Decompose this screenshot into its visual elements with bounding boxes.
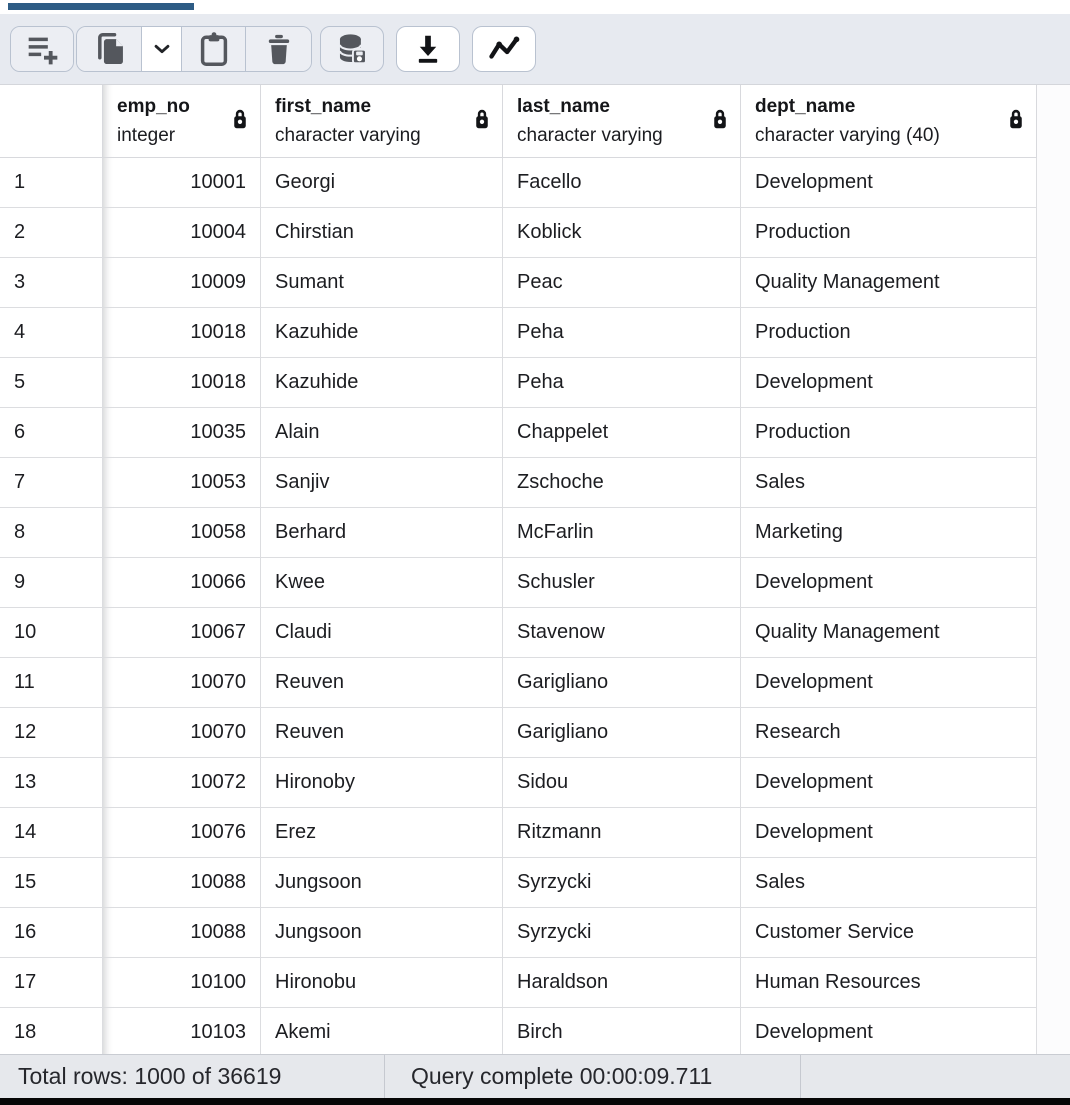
emp-no-cell[interactable]: 10072 — [103, 758, 261, 808]
table-row — [0, 808, 1070, 858]
row-filler — [1037, 708, 1070, 758]
emp-no-cell[interactable]: 10103 — [103, 1008, 261, 1054]
first-name-cell[interactable]: Kazuhide — [261, 308, 503, 358]
row-filler — [1037, 958, 1070, 1008]
dept-name-cell[interactable]: Development — [741, 358, 1037, 408]
dept-name-cell[interactable]: Development — [741, 758, 1037, 808]
row-filler — [1037, 408, 1070, 458]
last-name-cell[interactable]: McFarlin — [503, 508, 741, 558]
first-name-cell[interactable]: Chirstian — [261, 208, 503, 258]
copy-icon — [90, 30, 128, 68]
last-name-cell[interactable]: Sidou — [503, 758, 741, 808]
emp-no-cell[interactable]: 10004 — [103, 208, 261, 258]
first-name-cell[interactable]: Sumant — [261, 258, 503, 308]
row-number-cell[interactable]: 13 — [0, 758, 103, 808]
dept-name-cell[interactable]: Production — [741, 308, 1037, 358]
column-name: last_name — [517, 96, 610, 117]
dept-name-cell[interactable]: Marketing — [741, 508, 1037, 558]
first-name-cell[interactable]: Kazuhide — [261, 358, 503, 408]
first-name-cell[interactable]: Hironoby — [261, 758, 503, 808]
table-row — [0, 558, 1070, 608]
dept-name-cell[interactable]: Sales — [741, 458, 1037, 508]
row-filler — [1037, 308, 1070, 358]
data-output-grid — [0, 84, 1070, 1054]
emp-no-cell[interactable]: 10088 — [103, 908, 261, 958]
first-name-cell[interactable]: Jungsoon — [261, 908, 503, 958]
table-row — [0, 358, 1070, 408]
dept-name-cell[interactable]: Production — [741, 408, 1037, 458]
row-number-cell[interactable]: 15 — [0, 858, 103, 908]
status-bar-spacer — [801, 1055, 1070, 1098]
table-row — [0, 508, 1070, 558]
first-name-cell[interactable]: Sanjiv — [261, 458, 503, 508]
row-filler — [1037, 558, 1070, 608]
grid-body — [0, 158, 1070, 1054]
column-header-emp_no[interactable] — [103, 85, 261, 158]
first-name-cell[interactable]: Akemi — [261, 1008, 503, 1054]
save-results-to-file-button[interactable] — [396, 26, 460, 72]
emp-no-cell[interactable]: 10009 — [103, 258, 261, 308]
table-row — [0, 308, 1070, 358]
dept-name-cell[interactable]: Sales — [741, 858, 1037, 908]
paste-icon — [195, 30, 233, 68]
last-name-cell[interactable]: Garigliano — [503, 708, 741, 758]
column-name: emp_no — [117, 96, 190, 117]
row-filler — [1037, 858, 1070, 908]
table-row — [0, 958, 1070, 1008]
emp-no-cell[interactable]: 10001 — [103, 158, 261, 208]
row-filler — [1037, 358, 1070, 408]
copy-button[interactable] — [77, 27, 141, 71]
row-number-cell[interactable]: 10 — [0, 608, 103, 658]
row-filler — [1037, 758, 1070, 808]
row-filler — [1037, 508, 1070, 558]
add-row-group — [10, 26, 74, 72]
emp-no-cell[interactable]: 10035 — [103, 408, 261, 458]
last-name-cell[interactable]: Peha — [503, 358, 741, 408]
last-name-cell[interactable]: Chappelet — [503, 408, 741, 458]
dept-name-cell[interactable]: Development — [741, 808, 1037, 858]
active-tab-indicator — [8, 3, 194, 10]
copy-options-dropdown-button[interactable] — [141, 27, 181, 71]
last-name-cell[interactable]: Koblick — [503, 208, 741, 258]
row-filler — [1037, 1008, 1070, 1054]
first-name-cell[interactable]: Jungsoon — [261, 858, 503, 908]
grid-corner-cell[interactable] — [0, 85, 103, 158]
row-number-cell[interactable]: 8 — [0, 508, 103, 558]
lock-icon — [712, 109, 728, 134]
column-name: first_name — [275, 96, 372, 117]
query-complete-status: Query complete 00:00:09.711 — [385, 1055, 801, 1098]
row-filler — [1037, 658, 1070, 708]
table-row — [0, 908, 1070, 958]
emp-no-cell[interactable]: 10066 — [103, 558, 261, 608]
row-number-cell[interactable]: 14 — [0, 808, 103, 858]
row-number-cell[interactable]: 11 — [0, 658, 103, 708]
dept-name-cell[interactable]: Customer Service — [741, 908, 1037, 958]
emp-no-cell[interactable]: 10067 — [103, 608, 261, 658]
last-name-cell[interactable]: Haraldson — [503, 958, 741, 1008]
trash-icon — [261, 31, 297, 67]
first-name-cell[interactable]: Berhard — [261, 508, 503, 558]
table-row — [0, 208, 1070, 258]
row-number-cell[interactable]: 18 — [0, 1008, 103, 1054]
dept-name-cell[interactable]: Quality Management — [741, 608, 1037, 658]
clipboard-group — [76, 26, 312, 72]
last-name-cell[interactable]: Garigliano — [503, 658, 741, 708]
row-number-cell[interactable]: 9 — [0, 558, 103, 608]
row-filler — [1037, 808, 1070, 858]
emp-no-cell[interactable]: 10070 — [103, 658, 261, 708]
table-row — [0, 1008, 1070, 1054]
dept-name-cell[interactable]: Quality Management — [741, 258, 1037, 308]
row-number-cell[interactable]: 17 — [0, 958, 103, 1008]
last-name-cell[interactable]: Stavenow — [503, 608, 741, 658]
dept-name-cell[interactable]: Development — [741, 658, 1037, 708]
lock-icon — [1008, 109, 1024, 134]
row-number-cell[interactable]: 12 — [0, 708, 103, 758]
add-row-icon — [22, 29, 62, 69]
lock-icon — [232, 109, 248, 134]
last-name-cell[interactable]: Birch — [503, 1008, 741, 1054]
first-name-cell[interactable]: Alain — [261, 408, 503, 458]
column-type: character varying — [517, 125, 663, 146]
first-name-cell[interactable]: Erez — [261, 808, 503, 858]
emp-no-cell[interactable]: 10053 — [103, 458, 261, 508]
first-name-cell[interactable]: Georgi — [261, 158, 503, 208]
last-name-cell[interactable]: Facello — [503, 158, 741, 208]
data-output-toolbar — [0, 14, 1070, 84]
line-chart-icon — [484, 29, 524, 69]
dept-name-cell[interactable]: Development — [741, 158, 1037, 208]
column-header-last_name[interactable] — [503, 85, 741, 158]
row-filler — [1037, 608, 1070, 658]
first-name-cell[interactable]: Reuven — [261, 708, 503, 758]
emp-no-cell[interactable]: 10058 — [103, 508, 261, 558]
column-type: character varying (40) — [755, 125, 940, 146]
column-type: integer — [117, 125, 176, 146]
row-filler — [1037, 458, 1070, 508]
database-save-icon — [333, 30, 371, 68]
table-row — [0, 258, 1070, 308]
row-number-cell[interactable]: 4 — [0, 308, 103, 358]
dept-name-cell[interactable]: Production — [741, 208, 1037, 258]
last-name-cell[interactable]: Peha — [503, 308, 741, 358]
header-filler — [1037, 85, 1070, 158]
dept-name-cell[interactable]: Development — [741, 1008, 1037, 1054]
emp-no-cell[interactable]: 10018 — [103, 358, 261, 408]
row-number-cell[interactable]: 5 — [0, 358, 103, 408]
row-filler — [1037, 908, 1070, 958]
first-name-cell[interactable]: Hironobu — [261, 958, 503, 1008]
delete-button[interactable] — [245, 27, 311, 71]
column-type: character varying — [275, 125, 421, 146]
row-filler — [1037, 158, 1070, 208]
row-number-cell[interactable]: 2 — [0, 208, 103, 258]
emp-no-cell[interactable]: 10088 — [103, 858, 261, 908]
row-filler — [1037, 258, 1070, 308]
first-name-cell[interactable]: Kwee — [261, 558, 503, 608]
first-name-cell[interactable]: Reuven — [261, 658, 503, 708]
total-rows-status: Total rows: 1000 of 36619 — [0, 1055, 385, 1098]
table-row — [0, 608, 1070, 658]
save-data-group — [320, 26, 384, 72]
dept-name-cell[interactable]: Human Resources — [741, 958, 1037, 1008]
row-number-cell[interactable]: 3 — [0, 258, 103, 308]
row-number-cell[interactable]: 16 — [0, 908, 103, 958]
emp-no-cell[interactable]: 10070 — [103, 708, 261, 758]
save-data-changes-button[interactable] — [321, 27, 383, 71]
lock-icon — [474, 109, 490, 134]
table-row — [0, 158, 1070, 208]
row-filler — [1037, 208, 1070, 258]
add-row-button[interactable] — [11, 27, 73, 71]
first-name-cell[interactable]: Claudi — [261, 608, 503, 658]
last-name-cell[interactable]: Schusler — [503, 558, 741, 608]
paste-button[interactable] — [181, 27, 245, 71]
row-number-cell[interactable]: 6 — [0, 408, 103, 458]
table-row — [0, 658, 1070, 708]
graph-visualiser-button[interactable] — [472, 26, 536, 72]
chevron-down-icon — [149, 36, 175, 62]
last-name-cell[interactable]: Zschoche — [503, 458, 741, 508]
row-number-cell[interactable]: 1 — [0, 158, 103, 208]
emp-no-cell[interactable]: 10018 — [103, 308, 261, 358]
last-name-cell[interactable]: Syrzycki — [503, 908, 741, 958]
table-row — [0, 408, 1070, 458]
emp-no-cell[interactable]: 10100 — [103, 958, 261, 1008]
download-icon — [409, 30, 447, 68]
column-header-first_name[interactable] — [261, 85, 503, 158]
table-row — [0, 708, 1070, 758]
status-bar — [0, 1054, 1070, 1098]
grid-header-row — [0, 85, 1070, 158]
column-header-dept_name[interactable] — [741, 85, 1037, 158]
last-name-cell[interactable]: Peac — [503, 258, 741, 308]
last-name-cell[interactable]: Syrzycki — [503, 858, 741, 908]
dept-name-cell[interactable]: Development — [741, 558, 1037, 608]
column-name: dept_name — [755, 96, 856, 117]
last-name-cell[interactable]: Ritzmann — [503, 808, 741, 858]
panel-tab-strip — [0, 0, 1070, 14]
emp-no-cell[interactable]: 10076 — [103, 808, 261, 858]
row-number-cell[interactable]: 7 — [0, 458, 103, 508]
table-row — [0, 758, 1070, 808]
table-row — [0, 458, 1070, 508]
dept-name-cell[interactable]: Research — [741, 708, 1037, 758]
table-row — [0, 858, 1070, 908]
